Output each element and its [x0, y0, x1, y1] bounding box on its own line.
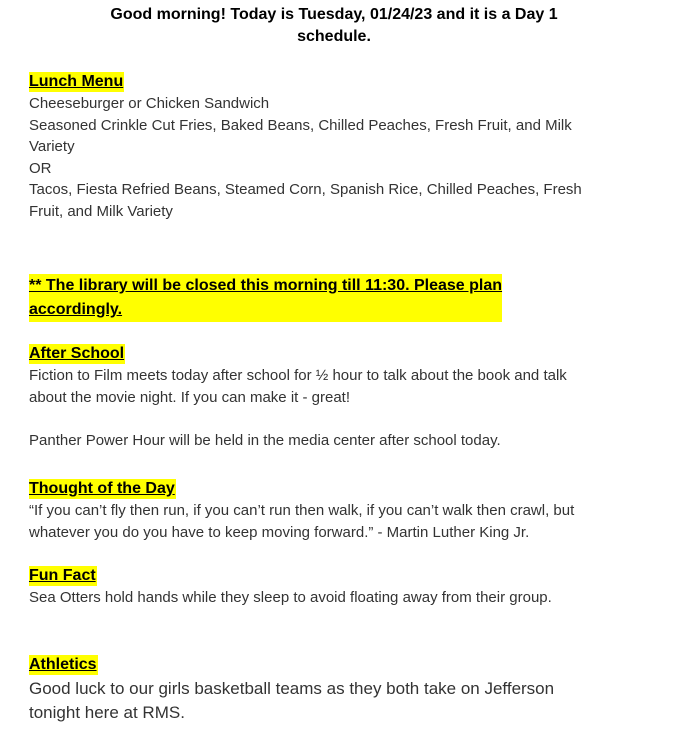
thought-body: [29, 500, 574, 543]
thought-line: whatever you do you have to keep moving forward.” - Martin Luther King Jr.: [29, 523, 530, 541]
notice-line-2: accordingly.: [29, 301, 123, 318]
after-school-line: about the movie night. If you can make it - great!: [29, 388, 351, 406]
athletics-body: [29, 677, 554, 725]
lunch-section: [29, 72, 582, 222]
thought-section: [29, 479, 574, 543]
lunch-line: Seasoned Crinkle Cut Fries, Baked Beans, Chilled Peaches, Fresh Fruit, and Milk: [29, 116, 572, 134]
after-school-line: Fiction to Film meets today after school for ½ hour to talk about the book and talk: [29, 367, 567, 384]
lunch-line: Variety: [29, 138, 75, 155]
after-school-body: [29, 365, 567, 408]
after-school-heading: After School: [29, 345, 125, 362]
lunch-body: [29, 93, 582, 222]
lunch-heading: Lunch Menu: [29, 73, 124, 90]
after-school-extra: Panther Power Hour will be held in the media center after school today.: [29, 432, 501, 449]
lunch-line: Cheeseburger or Chicken Sandwich: [29, 95, 270, 112]
thought-line: “If you can’t fly then run, if you can’t run then walk, if you can’t walk then crawl, but: [29, 502, 575, 519]
page-title: [29, 4, 639, 48]
after-school-section: [29, 344, 567, 452]
title-line-2: schedule.: [297, 28, 371, 45]
notice-line-1: ** The library will be closed this morning till 11:30. Please plan: [29, 277, 503, 294]
fun-fact-section: [29, 566, 552, 609]
athletics-line: tonight here at RMS.: [29, 703, 185, 722]
thought-heading: Thought of the Day: [29, 480, 175, 497]
athletics-heading: Athletics: [29, 656, 97, 673]
announcement-document: [29, 4, 659, 722]
athletics-section: [29, 655, 554, 725]
fun-fact-body: Sea Otters hold hands while they sleep to avoid floating away from their group.: [29, 589, 552, 606]
lunch-line: OR: [29, 159, 52, 177]
athletics-line: Good luck to our girls basketball teams as they both take on Jefferson: [29, 679, 555, 698]
lunch-line: Fruit, and Milk Variety: [29, 202, 173, 220]
lunch-line: Tacos, Fiesta Refried Beans, Steamed Corn, Spanish Rice, Chilled Peaches, Fresh: [29, 181, 582, 198]
title-line-1: Good morning! Today is Tuesday, 01/24/23 and it is a Day 1: [110, 6, 558, 23]
library-notice: [29, 274, 502, 322]
fun-fact-heading: Fun Fact: [29, 567, 96, 584]
